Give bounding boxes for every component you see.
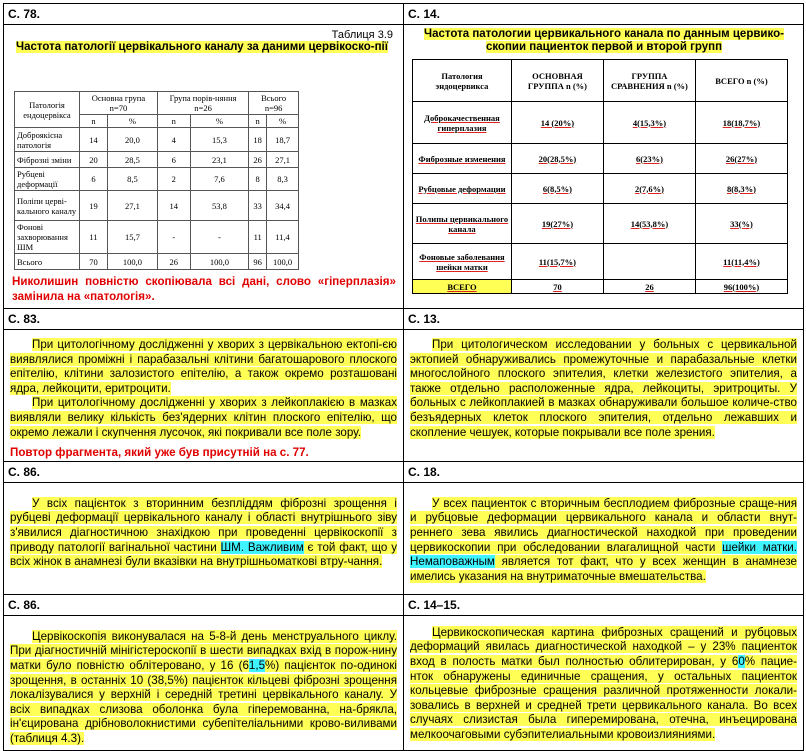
th-total: Всього n=96: [249, 92, 299, 115]
r2-left-note: Повтор фрагмента, який уже був присутній на с. 77.: [10, 446, 309, 460]
table-row: [15, 128, 299, 152]
row-value: 2(7,6%): [603, 174, 695, 204]
row-value: 19: [80, 191, 108, 221]
row-value: 14: [80, 128, 108, 152]
row-value: 28,5: [107, 152, 157, 168]
r4-right-text-a: Цервикоскопическая картина фиброзных сращений и рубцовых деформаций явилась диагностической находкой – у 23% пациенток вход в полость матки был полностью облитерирован, у 6: [410, 625, 797, 668]
row-label: Доброякісна патологія: [15, 128, 80, 152]
th-n: n: [157, 115, 190, 128]
row-value: 20(28,5%): [511, 144, 603, 174]
r4-right-content: [404, 615, 804, 750]
row-value: 26: [157, 254, 190, 270]
row-value: 18: [249, 128, 267, 152]
r3-right-cyan-1: шейки матки.: [722, 540, 797, 554]
row-label: Полипы цервикального канала: [413, 204, 512, 244]
table-row: [413, 174, 788, 204]
comparison-table: [3, 3, 804, 751]
row-value: 27,1: [267, 152, 299, 168]
scan-table-ua: [14, 91, 299, 270]
r1-right-header: С. 14.: [404, 4, 804, 25]
r4-right-text-b: % пацие-нток обнаружены единичные сращения, у остальных пациенток кольцевые фиброзные сращения различной протяженности локали-зовались в верхней и средней трети цервикального канала. Во всех случаях слизистая была гиперемирована, отечна, инъецирована мелкоочаговыми субэпителиальными кровоизлияниями.: [410, 654, 797, 741]
row-value: 70: [80, 254, 108, 270]
scan-title: Частота патології цервікального каналу за даними цервікоско-пії: [16, 41, 388, 53]
table-row: [15, 152, 299, 168]
table-row: [413, 102, 788, 144]
row-label: Фонові захворювання ШМ: [15, 221, 80, 254]
row-value: 14 (20%): [511, 102, 603, 144]
r4-right-cyan: 0: [738, 654, 745, 668]
r3-right-content: [404, 482, 804, 594]
row-value: 2: [157, 168, 190, 191]
row-value: 4(15,3%): [603, 102, 695, 144]
row-value: 18(18,7%): [695, 102, 787, 144]
row-value: 11: [249, 221, 267, 254]
row-value: 15,7: [107, 221, 157, 254]
r3-right-cyan-2: Немаповажным: [410, 555, 495, 569]
th-n: n: [249, 115, 267, 128]
row-value: 70: [511, 280, 603, 294]
row-value: 7,6: [190, 168, 249, 191]
r2-left-content: [4, 330, 404, 462]
r4-left-content: [4, 615, 404, 750]
row-value: 33(%): [695, 204, 787, 244]
row-value: 14(53,8%): [603, 204, 695, 244]
row-value: 19(27%): [511, 204, 603, 244]
th-pathology: Патологія ендоцервікса: [15, 92, 80, 128]
row-value: 20: [80, 152, 108, 168]
table-row: [15, 221, 299, 254]
r4-left-header: С. 86.: [4, 594, 404, 615]
r3-right-header: С. 18.: [404, 461, 804, 482]
row-label: Фіброзні зміни: [15, 152, 80, 168]
r2-right-content: [404, 330, 804, 462]
table-row: [15, 254, 299, 270]
row-value: 27,1: [107, 191, 157, 221]
row-value: 34,4: [267, 191, 299, 221]
row-value: 26: [249, 152, 267, 168]
row-value: 15,3: [190, 128, 249, 152]
row-value: 8,5: [107, 168, 157, 191]
row-value: 100,0: [190, 254, 249, 270]
row-value: 33: [249, 191, 267, 221]
row-label: Доброкачественная гиперплазия: [413, 102, 512, 144]
row-value: 11(11,4%): [695, 244, 787, 280]
th-pct: %: [107, 115, 157, 128]
row-value: 8,3: [267, 168, 299, 191]
r1-right-content: [404, 25, 804, 309]
r4-left-text-a: Цервікоскопія виконувалася на 5-8-й день менструального циклу. При діагностичній мінігістероскопії в шести випадках вхід в порож-нину матки було повністю облітеровано, у 16 (6: [10, 629, 397, 672]
row-value: 96: [249, 254, 267, 270]
row-value: 23,1: [190, 152, 249, 168]
row-label: Фиброзные изменения: [413, 144, 512, 174]
row-value: 8: [249, 168, 267, 191]
r1-left-content: [4, 25, 404, 309]
row-label: Рубцовые деформации: [413, 174, 512, 204]
row-value: 96(100%): [695, 280, 787, 294]
row-value: 11,4: [267, 221, 299, 254]
row-value: [603, 244, 695, 280]
row-value: 6: [157, 152, 190, 168]
table-row: [413, 144, 788, 174]
r3-left-header: С. 86.: [4, 461, 404, 482]
row-value: 18,7: [267, 128, 299, 152]
row-value: 100,0: [107, 254, 157, 270]
table-row: [413, 280, 788, 294]
r3-left-content: [4, 482, 404, 594]
th-pct: %: [190, 115, 249, 128]
scan-title-ru: Частота патологии цервикального канала по данным цервико-скопии пациенток первой и второй групп: [424, 28, 784, 53]
row-label: Фоновые заболевания шейки матки: [413, 244, 512, 280]
r2-right-paragraph: При цитологическом исследовании у больных с цервикальной эктопией обнаруживались промежуточные и парабазальные клетки многослойного плоского эпителия, клетки железистого эпителия, а также отдельно расположенные ядра, лейкоциты, эритроциты. У больных с лейкоплакией в мазках обнаруживали большое количе-ство безъядерных клеток плоского эпителия, отдельно лежавших и скопление чешуек, которые покрывали все поле зрения.: [410, 338, 797, 439]
row-value: 14: [157, 191, 190, 221]
r2-left-paragraph-2: При цитологічному дослідженні у хворих з лейкоплакією в мазках виявляли велику кількість без'ядерних клітин плоского епітелію, що окремо лежали і скупчення лусочок, які покривали все поле зору.: [10, 396, 397, 439]
th-pct: %: [267, 115, 299, 128]
r4-right-header: С. 14–15.: [404, 594, 804, 615]
r4-left-text-b: %) пацієнток по-одинокі зрощення, в останніх 10 (38,5%) пацієнток кільцеві фіброзні зрощення локалізувалися у верхній і середній третині цервікального каналу. У всіх випадках слизова оболонка була гіперемованна, на-брякла, ін'єцирована дрібноволокнистими субепітеліальними крово-виливами (таблиця 4.3).: [10, 658, 397, 745]
table-row: [413, 244, 788, 280]
table-row: [413, 204, 788, 244]
r1-left-header: С. 78.: [4, 4, 404, 25]
row-value: 26(27%): [695, 144, 787, 174]
note-red: Николишин повністю скопіювала всі дані, слово «гіперплазія» замінила на «патологія».: [12, 275, 396, 303]
row-label: Рубцеві деформації: [15, 168, 80, 191]
row-value: -: [190, 221, 249, 254]
row-value: 26: [603, 280, 695, 294]
th-n: n: [80, 115, 108, 128]
th-group1-ru: ОСНОВНАЯ ГРУППА n (%): [511, 60, 603, 102]
r2-left-header: С. 83.: [4, 309, 404, 330]
th-group2: Група порів-няння n=26: [157, 92, 248, 115]
row-value: 11: [80, 221, 108, 254]
r2-left-paragraph-1: При цитологічному дослідженні у хворих з цервікальною ектопі-єю виявлялися проміжні і парабазальні клітини багатошарового плоского епітелію, клітини залозистого епітелію, а також окремо розташовані ядра, лейкоцити, еритроцити.: [10, 338, 397, 395]
th-total-ru: ВСЕГО n (%): [695, 60, 787, 102]
row-label: Всього: [15, 254, 80, 270]
r3-right-text-b: является тот факт, что у всех женщин в анамнезе имелись указания на внутриматочные вмешательства.: [410, 555, 797, 583]
scan-table-ru: [412, 59, 788, 294]
th-group2-ru: ГРУППА СРАВНЕНИЯ n (%): [603, 60, 695, 102]
table-row: [15, 168, 299, 191]
r3-left-cyan: ШМ. Важливим: [220, 540, 304, 554]
th-pathology-ru: Патология эндоцервикса: [413, 60, 512, 102]
row-value: 4: [157, 128, 190, 152]
row-value: 6(8,5%): [511, 174, 603, 204]
row-label: Поліпи церві-кального каналу: [15, 191, 80, 221]
r3-left-text-a: У всіх пацієнток з вторинним безпліддям фіброзні зрощення і рубцеві деформації цервікального каналу і області внутрішнього зіву з'явилися діагностичною знахідкою при проведенні цервікоскопії з приводу патології вагінальної частини: [10, 496, 397, 554]
r3-left-text-b: є той факт, що у всіх жінок в анамнезі були вказівки на внутрішньоматкові втру-чання.: [10, 540, 397, 569]
r3-right-text-a: У всех пациенток с вторичным бесплодием фиброзные сраще-ния и рубцовые деформации цервикального канала и области внут-реннего зева явились диагностической находкой при проведении цервикоскопии при обследовании влагалищной части: [410, 496, 797, 554]
row-value: 11(15,7%): [511, 244, 603, 280]
r4-left-cyan: 1,5: [248, 658, 266, 672]
row-label: ВСЕГО: [413, 280, 512, 294]
table-row: [15, 191, 299, 221]
row-value: 6(23%): [603, 144, 695, 174]
row-value: 20,0: [107, 128, 157, 152]
r2-right-header: С. 13.: [404, 309, 804, 330]
row-value: -: [157, 221, 190, 254]
row-value: 100,0: [267, 254, 299, 270]
row-value: 53,8: [190, 191, 249, 221]
th-group1: Основна група n=70: [80, 92, 158, 115]
row-value: 8(8,3%): [695, 174, 787, 204]
table-caption: Таблиця 3.9: [331, 29, 393, 41]
row-value: 6: [80, 168, 108, 191]
